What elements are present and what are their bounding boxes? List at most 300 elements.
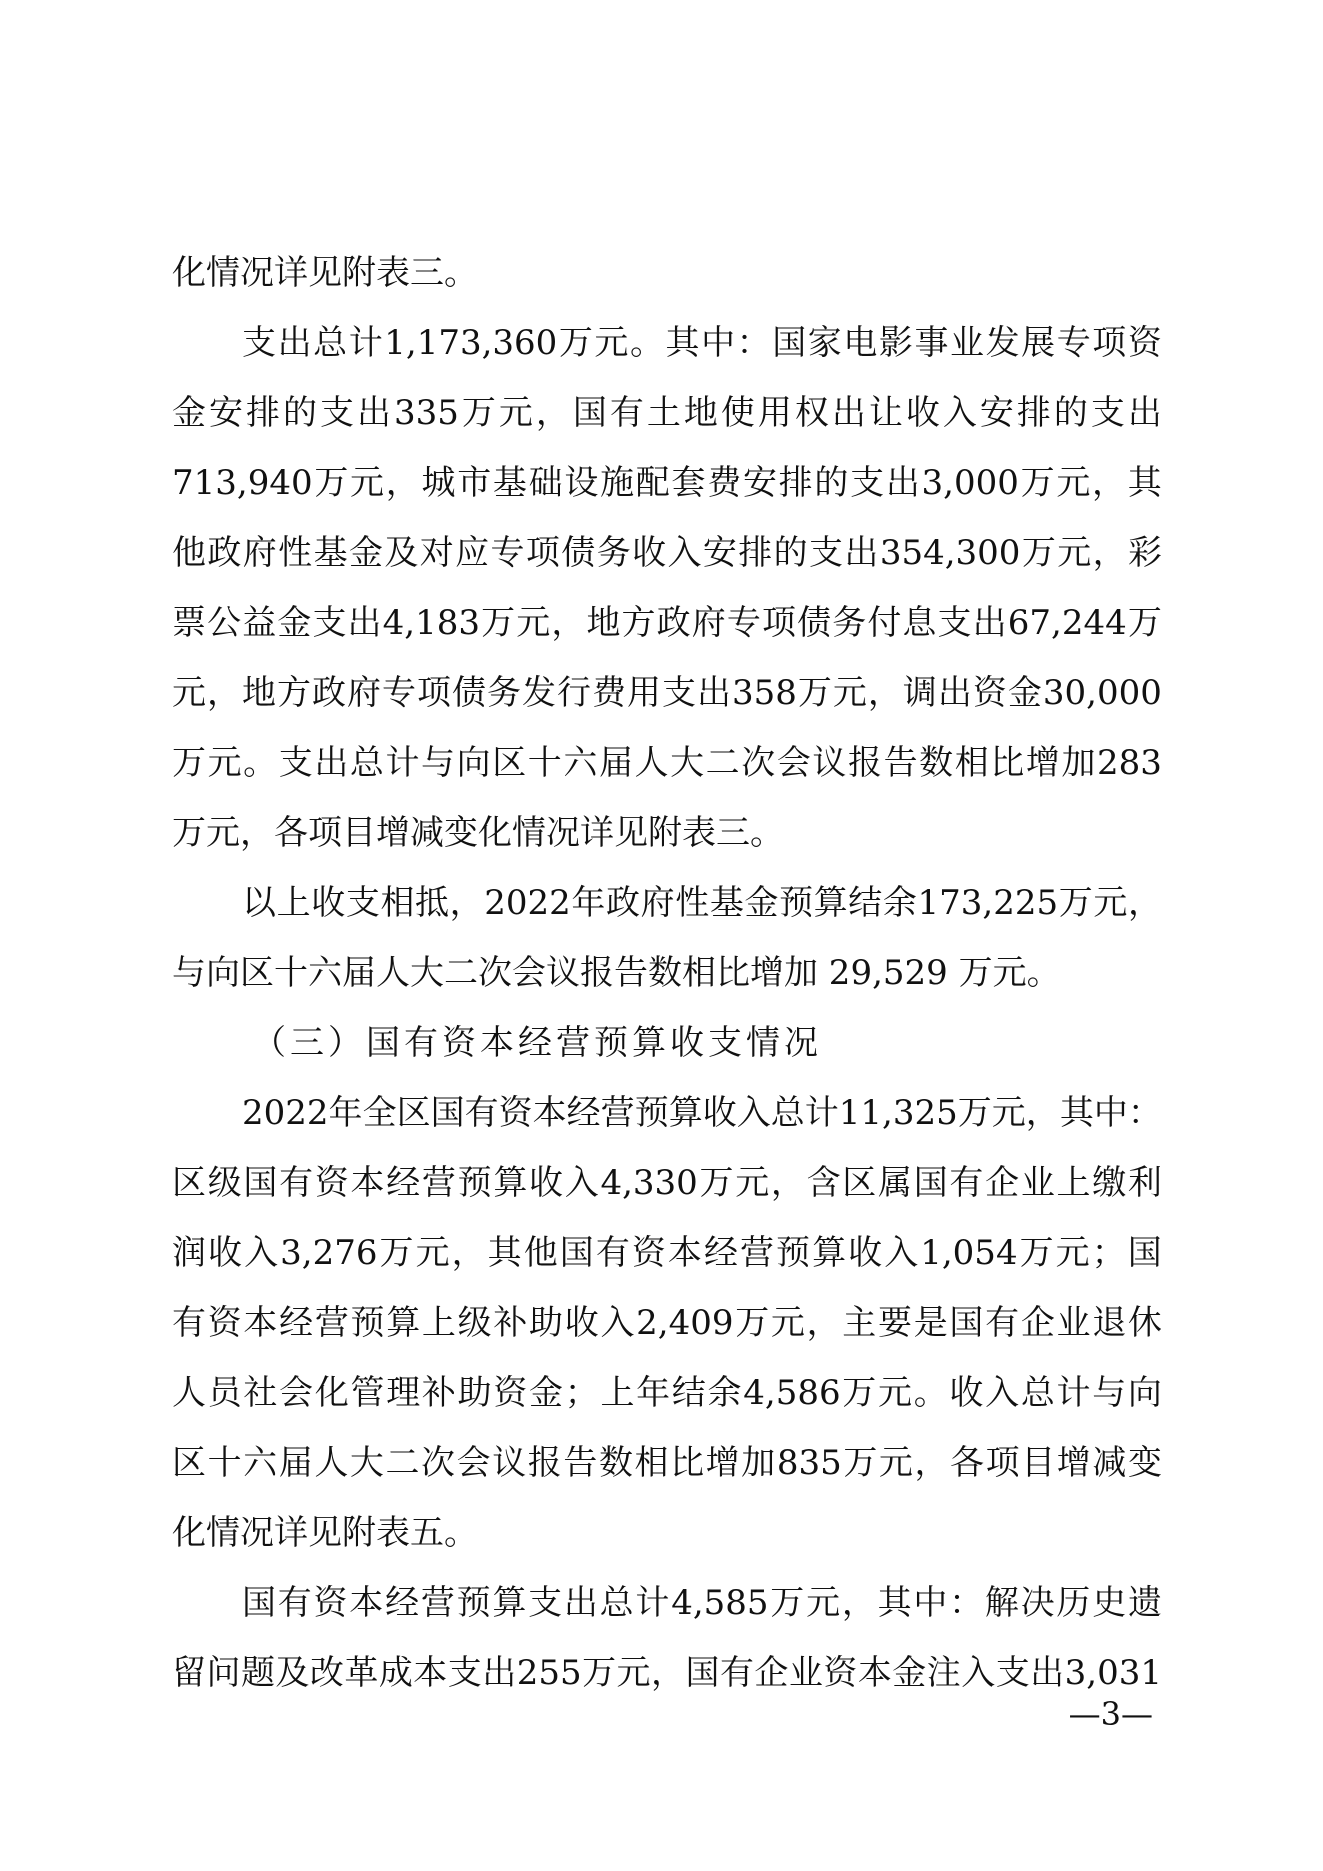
text-token: 预 [350, 1303, 385, 1343]
text-token: 注 [926, 1653, 961, 1693]
text-line: 化情况详见附表三。 [172, 253, 478, 293]
text-token: 家 [807, 323, 842, 363]
text-token: ， [449, 883, 484, 923]
text-token: 元 [207, 743, 242, 783]
text-token: ， [1127, 883, 1162, 923]
text-token: 支 [278, 743, 313, 783]
text-token: 算 [812, 1233, 847, 1273]
text-token: 基 [492, 463, 527, 503]
text-token: 区 [396, 1093, 431, 1133]
text-token: 债 [561, 533, 596, 573]
text-token: 算 [493, 1163, 528, 1203]
text-token: 收 [529, 1163, 564, 1203]
text-token: 国 [1127, 1233, 1162, 1273]
text-token: 排 [246, 393, 280, 433]
text-token: 债 [452, 673, 486, 713]
text-token: 展 [1021, 323, 1056, 363]
text-token: 元 [172, 673, 206, 713]
text-token: 是 [913, 1303, 948, 1343]
text-token: 改 [309, 1653, 344, 1693]
text-token: 项 [985, 1443, 1020, 1483]
text-token: 上 [421, 1303, 456, 1343]
text-token: 题 [240, 1653, 275, 1693]
text-token: 金 [277, 603, 312, 643]
text-token: 业 [1056, 1303, 1091, 1343]
text-token: 专 [1056, 323, 1091, 363]
text-line [172, 1428, 1162, 1498]
text-token: 11,325 [838, 1093, 958, 1133]
text-token: 理 [386, 1373, 421, 1413]
text-token: 主 [842, 1303, 877, 1343]
text-token: 入 [961, 1653, 996, 1693]
text-token: 元 [1093, 883, 1128, 923]
text-token: 元 [878, 1443, 913, 1483]
text-token: 出 [347, 603, 382, 643]
text-line [172, 518, 1162, 588]
text-token: 计 [804, 1093, 839, 1133]
text-token: 万 [558, 323, 593, 363]
text-token: 经 [385, 1583, 420, 1623]
text-token: 本 [350, 1163, 385, 1203]
text-token: 支 [937, 603, 972, 643]
text-token: 有 [277, 1583, 312, 1623]
text-token: 他 [172, 533, 206, 573]
text-token: 营 [420, 1583, 455, 1623]
text-token: 项 [761, 603, 796, 643]
text-token: 问 [206, 1653, 241, 1693]
text-token: 1,173,360 [384, 323, 558, 363]
text-token: 万 [1019, 1233, 1054, 1273]
text-token: ； [1091, 1233, 1126, 1273]
text-token: 358 [732, 673, 797, 713]
text-token: 数 [598, 1443, 633, 1483]
text-token: 相 [634, 1443, 669, 1483]
text-token: 政 [656, 603, 691, 643]
text-token: 结 [848, 883, 883, 923]
text-token: 元 [878, 1373, 912, 1413]
text-token: 减 [1092, 1443, 1127, 1483]
text-token: 国 [913, 1163, 948, 1203]
text-token: 元 [832, 673, 867, 713]
text-token: 元 [1056, 463, 1091, 503]
text-token: 府 [242, 533, 277, 573]
text-token: ， [1092, 533, 1127, 573]
text-token: 方 [621, 603, 656, 643]
text-token: 出 [277, 323, 312, 363]
text-token: 上 [276, 883, 311, 923]
text-token: 其 [487, 1233, 522, 1273]
text-token: 项 [525, 533, 560, 573]
text-token: 城 [421, 463, 456, 503]
text-token: 3,276 [280, 1233, 378, 1273]
text-token: 增 [1056, 1443, 1091, 1483]
text-token: 入 [667, 533, 702, 573]
text-token: 万 [843, 1443, 878, 1483]
text-line [172, 1358, 1162, 1428]
text-token: 万 [797, 673, 832, 713]
text-token: 金 [348, 533, 383, 573]
text-token: 础 [528, 463, 563, 503]
text-token: 国 [572, 393, 607, 433]
text-token: 增 [1025, 743, 1060, 783]
text-token: 收 [905, 393, 940, 433]
text-token: 与 [421, 743, 456, 783]
text-token: 有 [609, 393, 644, 433]
text-token: 入 [985, 1373, 1020, 1413]
text-token: ， [451, 1233, 486, 1273]
text-token: 出 [885, 463, 920, 503]
text-token: 及 [384, 533, 419, 573]
text-token: ： [1127, 1093, 1162, 1133]
text-token: 万 [957, 1093, 992, 1133]
text-token: 上 [1056, 1163, 1091, 1203]
text-token: 施 [600, 463, 635, 503]
body-text [172, 238, 1162, 1708]
text-token: ： [949, 1583, 984, 1623]
text-token: 元 [516, 603, 551, 643]
text-token: 级 [207, 1163, 242, 1203]
text-token: 业 [788, 1653, 823, 1693]
text-token: 十 [207, 1443, 242, 1483]
text-token: 息 [902, 603, 937, 643]
text-token: 资 [1127, 323, 1162, 363]
text-token: 万 [1020, 463, 1055, 503]
text-token: 比 [990, 743, 1025, 783]
text-token: 使 [720, 393, 755, 433]
text-token: ， [651, 1653, 685, 1693]
text-line [172, 1078, 1162, 1148]
text-token: 支 [1090, 393, 1125, 433]
text-token: 用 [627, 673, 661, 713]
section-heading: （三）国有资本经营预算收支情况 [252, 1023, 822, 1063]
text-token: 支 [345, 883, 380, 923]
text-token: 遗 [1127, 1583, 1162, 1623]
text-token: 政 [606, 883, 641, 923]
text-token: 性 [278, 533, 313, 573]
text-token: 万 [842, 1373, 877, 1413]
text-token: ， [1092, 463, 1127, 503]
text-line [172, 1218, 1162, 1288]
text-token: 务 [832, 603, 867, 643]
text-line [172, 1638, 1162, 1708]
text-token: 六 [243, 1443, 278, 1483]
text-token: 金 [744, 883, 779, 923]
text-token: 万 [1058, 883, 1093, 923]
text-token: 业 [950, 323, 985, 363]
text-token: 总 [1020, 1373, 1055, 1413]
text-token: 万 [770, 1583, 805, 1623]
text-token: 1,054 [920, 1233, 1018, 1273]
text-token: 万 [735, 1303, 770, 1343]
text-token: 预 [456, 1583, 491, 1623]
text-token: 目 [1021, 1443, 1056, 1483]
text-token: 元 [1057, 533, 1092, 573]
text-line [172, 378, 1162, 448]
text-token: 解 [984, 1583, 1019, 1623]
text-token: 府 [640, 883, 675, 923]
text-token: 万 [172, 743, 206, 783]
text-token: 公 [207, 603, 242, 643]
text-token: 对 [419, 533, 454, 573]
text-token: 入 [942, 393, 977, 433]
text-token: 休 [1127, 1303, 1162, 1343]
text-token: 地 [683, 393, 718, 433]
text-token: 二 [705, 743, 740, 783]
text-token: 务 [487, 673, 521, 713]
text-token: 区 [492, 743, 527, 783]
text-token: 国 [242, 1583, 276, 1623]
text-token: 区 [172, 1443, 206, 1483]
text-token: 上 [600, 1373, 635, 1413]
text-token: 835 [776, 1443, 842, 1483]
text-token: 属 [878, 1163, 912, 1203]
text-token: ， [535, 393, 570, 433]
text-token: 资 [498, 1093, 533, 1133]
text-token: 有 [172, 1303, 206, 1343]
text-token: 元 [415, 1233, 450, 1273]
text-token: 专 [726, 603, 761, 643]
text-token: 务 [596, 533, 631, 573]
text-token: 支 [312, 603, 347, 643]
text-token: 十 [527, 743, 562, 783]
text-token: 入 [564, 1163, 599, 1203]
text-token: 金 [892, 1653, 927, 1693]
text-token: 相 [954, 743, 989, 783]
text-token: 3,031 [1064, 1653, 1162, 1693]
text-token: 企 [985, 1163, 1020, 1203]
text-token: 利 [1127, 1163, 1162, 1203]
text-token: 本 [349, 1583, 384, 1623]
text-token: 4,183 [382, 603, 480, 643]
text-token: 支 [528, 1583, 563, 1623]
text-token: 二 [385, 1443, 420, 1483]
text-token: 出 [697, 673, 731, 713]
text-token: 会 [456, 1443, 491, 1483]
text-token: 地 [242, 673, 276, 713]
text-token: 排 [738, 533, 773, 573]
text-token: 员 [207, 1373, 242, 1413]
text-token: 2022 [242, 1093, 329, 1133]
text-token: 他 [523, 1233, 558, 1273]
text-token: 出 [482, 1653, 517, 1693]
text-token: 费 [707, 463, 742, 503]
text-token: 补 [493, 1303, 528, 1343]
text-token: 发 [522, 673, 556, 713]
text-token: 营 [600, 1093, 635, 1133]
text-token: 4,330 [600, 1163, 698, 1203]
text-token: 资 [631, 1233, 666, 1273]
text-token: 支 [320, 393, 354, 433]
text-token: 计 [385, 743, 420, 783]
text-token: 本 [857, 1653, 892, 1693]
text-token: 成 [378, 1653, 413, 1693]
text-token: 收 [564, 1303, 599, 1343]
text-token: 支 [242, 323, 276, 363]
text-token: 其 [1127, 463, 1162, 503]
text-token: 元 [735, 1163, 770, 1203]
text-token: 应 [455, 533, 490, 573]
text-token: 历 [1056, 1583, 1091, 1623]
text-token: 本 [243, 1303, 278, 1343]
text-token: 收 [949, 1373, 984, 1413]
text-token: 设 [564, 463, 599, 503]
text-token: 大 [670, 743, 705, 783]
text-token: 退 [1092, 1303, 1127, 1343]
text-token: 会 [279, 1373, 314, 1413]
text-token: 资 [823, 1653, 858, 1693]
text-token: 年 [328, 1093, 363, 1133]
text-token: 抵 [415, 883, 450, 923]
text-token: 决 [1020, 1583, 1055, 1623]
text-token: 相 [380, 883, 415, 923]
text-token: 府 [691, 603, 726, 643]
text-token: 国 [430, 1093, 465, 1133]
text-token: 算 [813, 883, 848, 923]
text-token: 次 [741, 743, 776, 783]
text-token: 2022 [484, 883, 571, 923]
text-line [172, 308, 1162, 378]
text-token: 余 [707, 1373, 742, 1413]
text-token: 中 [1093, 1093, 1128, 1133]
text-token: 区 [842, 1163, 877, 1203]
text-token: 向 [1127, 1373, 1162, 1413]
text-token: 出 [357, 393, 391, 433]
text-token: 万 [481, 603, 516, 643]
text-token: 计 [348, 323, 383, 363]
text-token: 收 [632, 533, 667, 573]
text-token: 年 [571, 883, 606, 923]
text-token: 有 [464, 1093, 499, 1133]
text-token: 本 [532, 1093, 567, 1133]
text-token: 基 [313, 533, 348, 573]
page-number: —3— [1068, 1695, 1153, 1733]
text-token: 区 [172, 1163, 206, 1203]
text-token: 支 [447, 1653, 482, 1693]
text-token: 国 [685, 1653, 720, 1693]
text-token: 283 [1097, 743, 1162, 783]
text-token: 社 [243, 1373, 278, 1413]
text-token: 让 [868, 393, 903, 433]
text-line [172, 868, 1162, 938]
text-token: 套 [671, 463, 706, 503]
text-line [172, 588, 1162, 658]
text-token: 安 [702, 533, 737, 573]
text-token: 发 [985, 323, 1020, 363]
text-token: 的 [814, 463, 849, 503]
text-token: 万 [699, 1163, 734, 1203]
text-token: 权 [794, 393, 829, 433]
text-token: 元 [616, 1653, 651, 1693]
text-token: 专 [382, 673, 416, 713]
text-line: 万元，各项目增减变化情况详见附表三。 [172, 813, 784, 853]
text-token: 助 [457, 1373, 492, 1413]
text-token: 告 [563, 1443, 598, 1483]
text-line [172, 658, 1162, 728]
text-token: 。 [913, 1373, 948, 1413]
text-token: 缴 [1092, 1163, 1127, 1203]
text-token: 国 [559, 1233, 594, 1273]
text-token: 万 [314, 463, 349, 503]
text-token: 万 [461, 393, 496, 433]
text-token: ， [551, 603, 586, 643]
text-token: 元 [770, 1303, 805, 1343]
text-token: 预 [776, 1233, 811, 1273]
text-token: 元 [498, 393, 533, 433]
text-token: 预 [779, 883, 814, 923]
text-token: 排 [778, 463, 813, 503]
text-token: 入 [600, 1303, 635, 1343]
text-token: 六 [563, 743, 598, 783]
text-token: ， [806, 1303, 841, 1343]
text-token: 万 [1021, 533, 1056, 573]
text-token: 补 [421, 1373, 456, 1413]
text-token: 结 [671, 1373, 706, 1413]
text-token: ， [914, 1443, 949, 1483]
text-token: 2,409 [636, 1303, 734, 1343]
text-token: 加 [741, 1443, 776, 1483]
text-token: 配 [635, 463, 670, 503]
text-token: 专 [490, 533, 525, 573]
text-token: 土 [646, 393, 681, 433]
text-token: 费 [592, 673, 626, 713]
text-token: 级 [457, 1303, 492, 1343]
text-token: ， [867, 673, 902, 713]
text-token: 排 [1016, 393, 1051, 433]
text-token: 人 [634, 743, 669, 783]
text-token: 元 [806, 1583, 841, 1623]
text-token: 彩 [1127, 533, 1162, 573]
text-token: 67,244 [1007, 603, 1127, 643]
text-token: 史 [1092, 1583, 1127, 1623]
text-token: 议 [812, 743, 847, 783]
text-token: 大 [349, 1443, 384, 1483]
text-token: 方 [277, 673, 311, 713]
text-token: 化 [314, 1373, 349, 1413]
text-token: 出 [972, 603, 1007, 643]
text-token: 本 [413, 1653, 448, 1693]
text-token: 元 [1055, 1233, 1090, 1273]
text-token: 影 [878, 323, 913, 363]
text-token: 本 [667, 1233, 702, 1273]
text-token: 收 [208, 1233, 243, 1273]
text-token: 4,586 [743, 1373, 841, 1413]
text-token: 与 [1092, 1373, 1127, 1413]
text-token: 票 [172, 603, 206, 643]
text-token: 收 [311, 883, 346, 923]
text-token: 益 [242, 603, 277, 643]
text-token: 革 [344, 1653, 379, 1693]
text-token: 人 [172, 1373, 206, 1413]
text-token: 173,225 [917, 883, 1059, 923]
text-line [172, 1568, 1162, 1638]
text-token: 万 [582, 1653, 617, 1693]
text-token: 报 [527, 1443, 562, 1483]
text-token: 政 [207, 533, 242, 573]
text-token: 经 [386, 1163, 421, 1203]
text-token: 年 [636, 1373, 671, 1413]
text-token: 国 [772, 323, 807, 363]
text-line [172, 448, 1162, 518]
text-token: 次 [421, 1443, 456, 1483]
text-token: 府 [347, 673, 381, 713]
text-token: 的 [283, 393, 317, 433]
text-token: 经 [279, 1303, 314, 1343]
text-token: 出 [831, 393, 866, 433]
text-token: 变 [1127, 1443, 1162, 1483]
text-token: 总 [770, 1093, 805, 1133]
text-token: 出 [937, 673, 972, 713]
text-token: 支 [850, 463, 885, 503]
